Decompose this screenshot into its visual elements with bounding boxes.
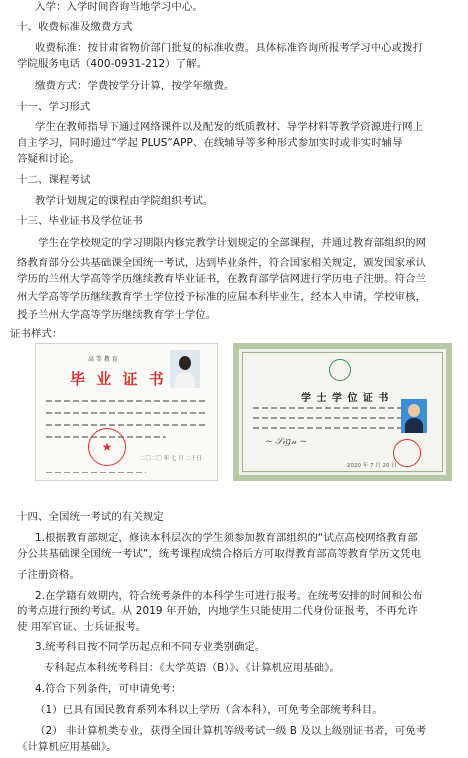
text-line: 十、收费标准及缴费方式 <box>17 21 133 33</box>
text-line: 十三、毕业证书及学位证书 <box>17 215 143 227</box>
diploma-photo <box>170 350 200 388</box>
diploma-certificate-image <box>35 343 218 481</box>
text-line: 《计算机应用基础》。 <box>17 741 117 753</box>
university-emblem-icon <box>329 359 351 381</box>
text-line: 1.根据教育部规定，修读本科层次的学生须参加教育部组织的“试点高校网络教育部 <box>35 532 418 544</box>
text-line: 的考点进行预约考试。从 2019 年开始，内地学生只能使用二代身份证报考，不再允许 <box>17 605 418 617</box>
text-line: 学历的兰州大学高等学历继续教育毕业证书，在教育部学信网进行学历电子注册。符合兰 <box>17 273 427 285</box>
degree-certificate-image <box>233 343 452 481</box>
diploma-date: 二〇二〇 年 七 月 二十日 <box>140 456 202 462</box>
text-line: 学生在教师指导下通过网络课件以及配发的纸质教材、导学材料等教学资源进行网上 <box>35 121 424 133</box>
diploma-header: 高 等 教 育 <box>88 356 118 363</box>
text-line: 使 用军官证、士兵证报考。 <box>17 621 147 633</box>
signature: ~ 𝒮𝒾𝑔𝓃 ~ <box>265 437 307 447</box>
text-line: 子注册资格。 <box>17 569 80 581</box>
text-line: 学生在学校规定的学习期限内修完教学计划规定的全部课程，并通过教育部组织的网 <box>38 237 427 249</box>
text-line: 答疑和讨论。 <box>17 153 80 165</box>
text-line: 缴费方式：学费按学分计算，按学年缴费。 <box>35 80 235 92</box>
text-line: 授予兰州大学高等学历继续教育学士学位。 <box>17 309 217 321</box>
degree-seal-icon <box>393 439 421 467</box>
school-seal-icon: ★ <box>88 428 126 466</box>
text-line: 2.在学籍有效期内，符合统考条件的本科学生可进行报考。在统考安排的时间和公布 <box>35 590 423 602</box>
text-line: 十二、课程考试 <box>17 174 91 186</box>
text-line: 证书样式： <box>10 328 63 340</box>
text-line: 十一、学习形式 <box>17 101 91 113</box>
text-line: 教学计划规定的课程由学院组织考试。 <box>35 195 214 207</box>
text-line: （2） 非计算机类专业，获得全国计算机等级考试一级 B 及以上级别证书者，可免考 <box>35 725 427 737</box>
degree-date: 2020 年 7 月 20 日 <box>347 463 397 469</box>
text-line: 十四、全国统一考试的有关规定 <box>17 511 164 523</box>
text-line: 4.符合下列条件，可申请免考： <box>35 683 182 695</box>
text-line: 分公共基础课全国统一考试”，统考课程成绩合格后方可取得教育部高等教育学历文凭电 <box>17 548 422 560</box>
text-line: 收费标准：按甘肃省物价部门批复的标准收费。具体标准咨询所报考学习中心或拨打 <box>35 42 424 54</box>
text-line: 州大学高等学历继续教育学士学位授予标准的应届本科毕业生，经本人申请，学校审核， <box>17 291 427 303</box>
text-line: 络教育部分公共基础课全国统一考试，达到毕业条件，符合国家相关规定，颁发国家承认 <box>17 257 427 269</box>
degree-photo <box>401 399 427 433</box>
text-line: 入学：入学时间咨询当地学习中心。 <box>35 1 203 13</box>
text-line: 专科起点本科统考科目：《大学英语（B）》、《计算机应用基础》。 <box>44 662 340 674</box>
diploma-title: 毕 业 证 书 <box>70 370 167 388</box>
text-line: 3.统考科目按不同学历起点和不同专业类别确定。 <box>35 641 266 653</box>
text-line: 自主学习，同时通过“学起 PLUS”APP、在线辅导等多种形式参加实时或非实时辅导 <box>17 137 403 149</box>
degree-title: 学 士 学 位 证 书 <box>301 393 390 404</box>
text-line: （1）已具有国民教育系列本科以上学历（含本科），可免考全部统考科目。 <box>35 704 383 716</box>
text-line: 学院服务电话（400-0931-212）了解。 <box>17 58 208 70</box>
